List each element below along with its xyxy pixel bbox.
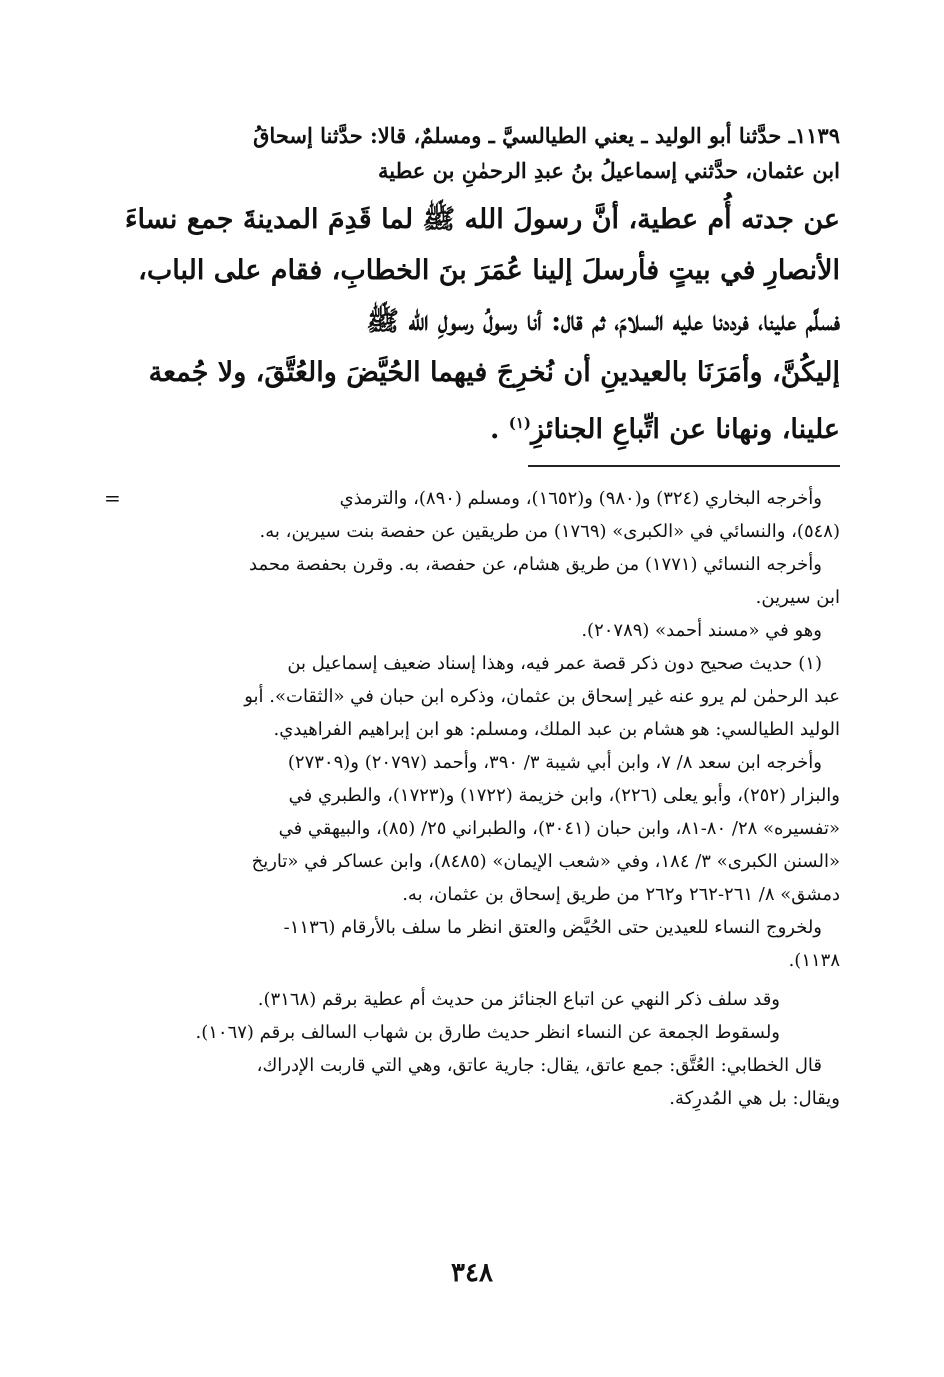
footnote-line: «تفسيره» ٢٨/ ٨٠-٨١، وابن حبان (٣٠٤١)، والطبراني ٢٥/ (٨٥)، والبيهقي في — [278, 818, 840, 839]
matn-line: عن جدته أُم عطية، أنَّ رسولَ الله ﷺ لما قَدِمَ المدينةَ جمع نساءَ — [124, 204, 840, 235]
footnote-line: الوليد الطيالسي: هو هشام بن عبد الملك، ومسلم: هو ابن إبراهيم الفراهيدي. — [273, 719, 840, 740]
hadith-matn — [112, 194, 840, 455]
footnote-line: ويقال: بل هي المُدرِكة. — [669, 1088, 840, 1109]
continuation-mark: = — [104, 486, 121, 510]
footnote-line: «السنن الكبرى» ٣/ ١٨٤، وفي «شعب الإيمان» (٨٤٨٥)، وابن عساكر في «تاريخ — [251, 851, 840, 872]
footnote-line: ولخروج النساء للعيدين حتى الحُيَّض والعتق انظر ما سلف بالأرقام (١١٣٦- — [283, 917, 822, 938]
footnote-line: وأخرجه البخاري (٣٢٤) و(٩٨٠) و(١٦٥٢)، ومسلم (٨٩٠)، والترمذي — [339, 488, 822, 509]
page-number: ٣٤٨ — [451, 1258, 493, 1288]
footnote-line: والبزار (٢٥٢)، وأبو يعلى (٢٢٦)، وابن خزيمة (١٧٢٢) و(١٧٢٣)، والطبري في — [288, 785, 840, 806]
footnote-line: (١) حديث صحيح دون ذكر قصة عمر فيه، وهذا إسناد ضعيف إسماعيل بن — [287, 653, 822, 674]
footnote-line: (٥٤٨)، والنسائي في «الكبرى» (١٧٦٩) من طريقين عن حفصة بنت سيرين، به. — [259, 521, 840, 542]
footnote-ref: (١) — [508, 414, 532, 432]
footnote-line: وهو في «مسند أحمد» (٢٠٧٨٩). — [581, 620, 822, 641]
footnote-line: دمشق» ٨/ ٢٦١-٢٦٢ و٢٦٢ من طريق إسحاق بن عثمان، به. — [402, 884, 840, 905]
footnote-line: عبد الرحمٰن لم يرو عنه غير إسحاق بن عثمان، وذكره ابن حبان في «الثقات». أبو — [244, 686, 840, 707]
footnotes — [104, 483, 840, 1114]
footnote-line: ابن سيرين. — [755, 587, 840, 608]
page-body — [104, 118, 840, 1116]
footnote-line: وقد سلف ذكر النهي عن اتباع الجنائز من حديث أم عطية برقم (٣١٦٨). — [257, 989, 780, 1010]
footnote-separator — [528, 465, 840, 467]
matn-line — [112, 398, 840, 455]
matn-end: . — [489, 414, 509, 445]
isnad-line: ١١٣٩ـ حدَّثنا أبو الوليد ـ يعني الطيالسيَّ ـ ومسلمٌ، قالا: حدَّثنا إسحاقُ — [253, 123, 840, 148]
hadith-isnad — [112, 118, 840, 188]
footnote-line: وأخرجه النسائي (١٧٧١) من طريق هشام، عن حفصة، به. وقرن بحفصة محمد — [249, 554, 822, 575]
matn-line: فسلَّم علينا، فرددنا عليه السلامَ، ثم قال: أنا رسولُ رسولِ الله ﷺ — [366, 306, 840, 337]
matn-line-text: علينا، ونهانا عن اتِّباعِ الجنائزِ — [531, 414, 840, 445]
footnote-line: قال الخطابي: العُتَّق: جمع عاتق، يقال: جارية عاتق، وهي التي قاربت الإدراك، — [256, 1055, 822, 1076]
isnad-line: ابن عثمان، حدَّثني إسماعيلُ بنُ عبدِ الرحمٰنِ بن عطية — [377, 158, 840, 183]
footnote-line: وأخرجه ابن سعد ٨/ ٧، وابن أبي شيبة ٣/ ٣٩٠، وأحمد (٢٠٧٩٧) و(٢٧٣٠٩) — [287, 752, 822, 773]
footnote-line: ولسقوط الجمعة عن النساء انظر حديث طارق بن شهاب السالف برقم (١٠٦٧). — [195, 1022, 780, 1043]
matn-line: إليكُنَّ، وأمَرَنَا بالعيدينِ أن نُخرِجَ فيهما الحُيَّضَ والعُتَّقَ، ولا جُمعة — [148, 357, 840, 388]
matn-line: الأنصارِ في بيتٍ فأرسلَ إلينا عُمَرَ بنَ الخطابِ، فقام على الباب، — [138, 255, 840, 286]
footnote-line: ١١٣٨). — [788, 950, 840, 971]
